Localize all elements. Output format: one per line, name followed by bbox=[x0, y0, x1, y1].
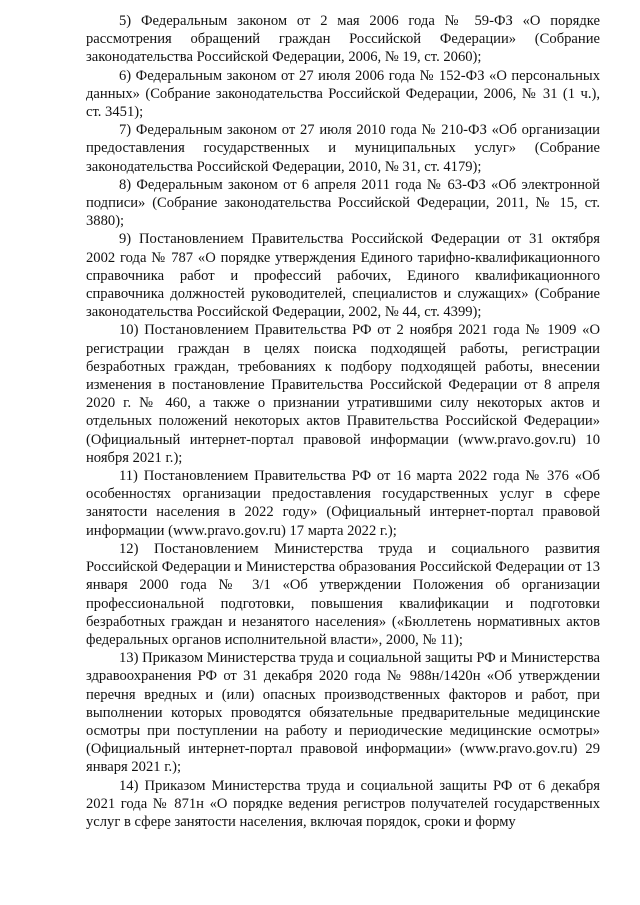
paragraph-8: 8) Федеральным законом от 6 апреля 2011 года № 63-ФЗ «Об электронной подписи» (Собрание законодательства Российской Федерации, 2011, № 15, ст. 3880); bbox=[86, 176, 600, 230]
paragraph-10: 10) Постановлением Правительства РФ от 2 ноября 2021 года № 1909 «О регистрации граждан в целях поиска подходящей работы, регистрации безработных граждан, требованиях к подбору подходящей работы, внесении изменения в постановление Правительства Российской Федерации от 8 апреля 2020 г. № 460, а также о признании утратившими силу некоторых актов и отдельных положений некоторых актов Правительства Российской Федерации» (Официальный интернет-портал правовой информации (www.pravo.gov.ru) 10 ноября 2021 г.); bbox=[86, 322, 600, 466]
paragraph-11: 11) Постановлением Правительства РФ от 16 марта 2022 года № 376 «Об особенностях организации предоставления государственных услуг в сфере занятости населения в 2022 году» (Официальный интернет-портал правовой информации (www.pravo.gov.ru) 17 марта 2022 г.); bbox=[86, 468, 600, 539]
paragraph-12: 12) Постановлением Министерства труда и социального развития Российской Федерации и Министерства образования Российской Федерации от 13 января 2000 года № 3/1 «Об утверждении Положения об организации профессиональной подготовки, повышения квалификации и подготовки безработных граждан и незанятого населения» («Бюллетень нормативных актов федеральных органов исполнительной власти», 2000, № 11); bbox=[86, 540, 600, 648]
paragraph-13: 13) Приказом Министерства труда и социальной защиты РФ и Министерства здравоохранения РФ от 31 декабря 2020 года № 988н/1420н «Об утверждении перечня вредных и (или) опасных производственных факторов и работ, при выполнении которых проводятся обязательные предварительные медицинские осмотры при поступлении на работу и периодические медицинские осмотры» (Официальный интернет-портал правовой информации» (www.pravo.gov.ru) 29 января 2021 г.); bbox=[86, 650, 600, 776]
paragraph-5: 5) Федеральным законом от 2 мая 2006 года № 59-ФЗ «О порядке рассмотрения обращений граждан Российской Федерации» (Собрание законодательства Российской Федерации, 2006, № 19, ст. 2060); bbox=[86, 13, 600, 66]
paragraph-9: 9) Постановлением Правительства Российской Федерации от 31 октября 2002 года № 787 «О порядке утверждения Единого тарифно-квалификационного справочника работ и профессий рабочих, Единого квалификационного справочника должностей руководителей, специалистов и служащих» (Собрание законодательства Российской Федерации, 2002, № 44, ст. 4399); bbox=[86, 231, 600, 321]
paragraph-6: 6) Федеральным законом от 27 июля 2006 года № 152-ФЗ «О персональных данных» (Собрание законодательства Российской Федерации, 2006, № 31 (1 ч.), ст. 3451); bbox=[86, 67, 600, 121]
paragraph-7: 7) Федеральным законом от 27 июля 2010 года № 210-ФЗ «Об организации предоставления государственных и муниципальных услуг» (Собрание законодательства Российской Федерации, 2010, № 31, ст. 4179); bbox=[86, 122, 600, 175]
paragraph-14: 14) Приказом Министерства труда и социальной защиты РФ от 6 декабря 2021 года № 871н «О порядке ведения регистров получателей государственных услуг в сфере занятости населения, включая порядок, сроки и форму bbox=[86, 777, 600, 830]
document-page bbox=[86, 12, 600, 831]
